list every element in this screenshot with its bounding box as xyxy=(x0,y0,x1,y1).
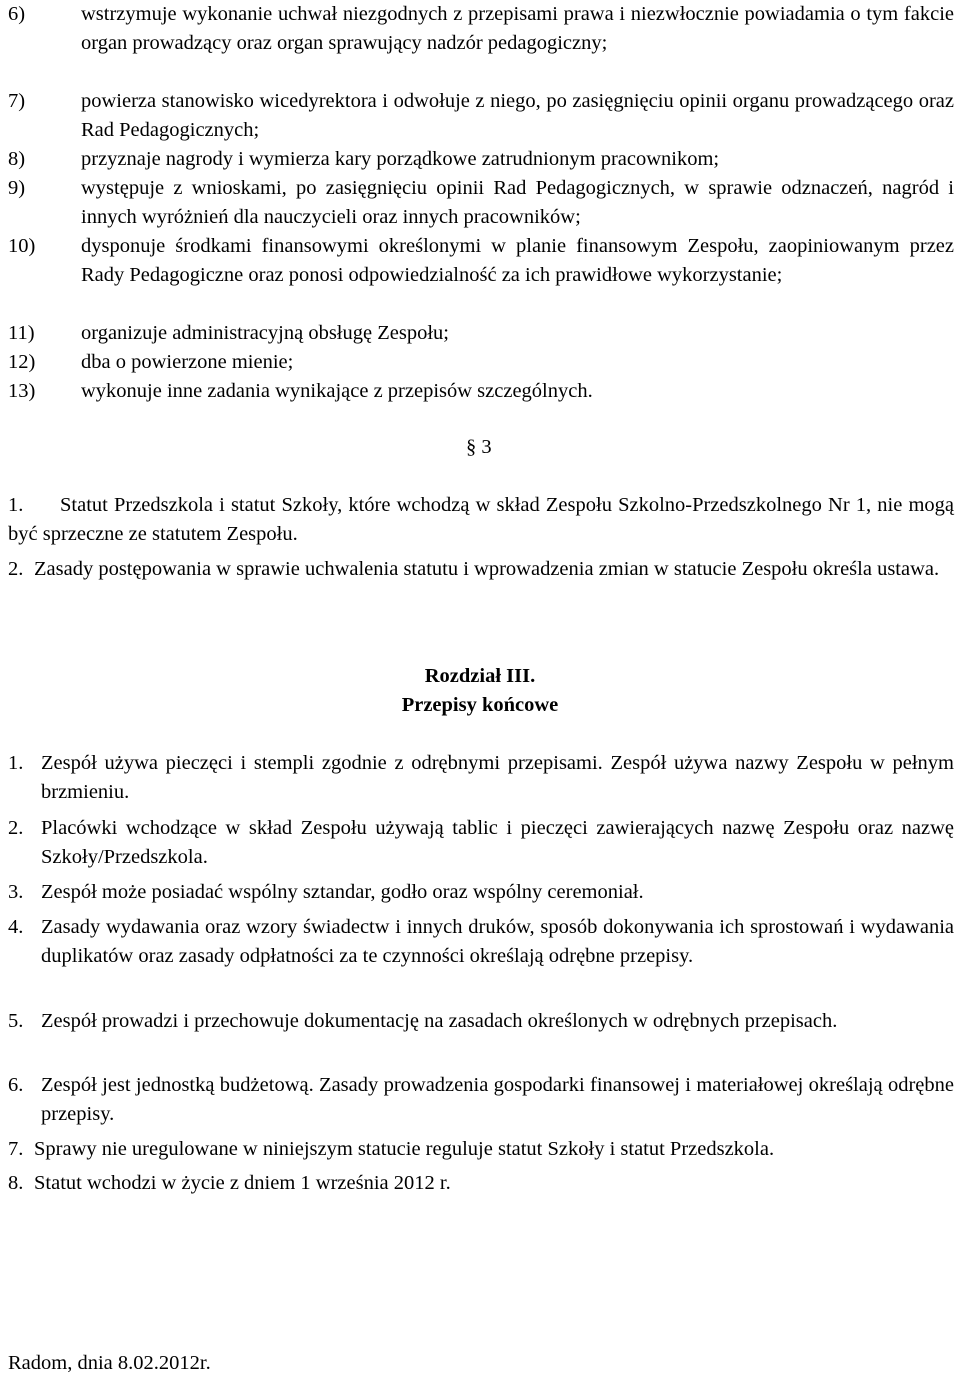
list-item xyxy=(8,0,954,58)
list-item-number: 11) xyxy=(8,322,35,344)
list-item-number: 9) xyxy=(8,177,26,199)
list-item-text: występuje z wnioskami, po zasięgnięciu opinii Rad Pedagogicznych, w sprawie odznaczeń, nagród i innych wyróżnień dla nauczycieli oraz innych pracowników; xyxy=(81,177,954,228)
provision-item xyxy=(8,913,954,971)
provision-item xyxy=(8,814,954,872)
paragraph-number: 1. xyxy=(8,494,24,516)
list-item xyxy=(8,377,954,406)
place-date: Radom, dnia 8.02.2012r. xyxy=(8,1352,211,1374)
provision-item xyxy=(8,1135,954,1164)
provision-text: Sprawy nie uregulowane w niniejszym statucie reguluje statut Szkoły i statut Przedszkola. xyxy=(34,1138,775,1160)
section-symbol: § xyxy=(466,436,482,458)
provision-text: Zespół prowadzi i przechowuje dokumentację na zasadach określonych w odrębnych przepisach. xyxy=(41,1010,838,1032)
provision-text: Zespół używa pieczęci i stempli zgodnie z odrębnymi przepisami. Zespół używa nazwy Zespołu w pełnym brzmieniu. xyxy=(41,752,954,803)
paragraph-text: Zasady postępowania w sprawie uchwalenia statutu i wprowadzenia zmian w statucie Zespołu określa ustawa. xyxy=(34,558,940,580)
list-item-text: powierza stanowisko wicedyrektora i odwołuje z niego, po zasięgnięciu opinii organu prowadzącego oraz Rad Pedagogicznych; xyxy=(81,90,954,141)
section-heading xyxy=(466,433,492,462)
list-item xyxy=(8,174,954,232)
list-item-text: wykonuje inne zadania wynikające z przepisów szczególnych. xyxy=(81,380,593,402)
provision-number: 5. xyxy=(8,1010,24,1032)
paragraph-item xyxy=(8,491,954,549)
list-item-text: organizuje administracyjną obsługę Zespołu; xyxy=(81,322,449,344)
list-item-number: 8) xyxy=(8,148,26,170)
list-item-text: przyznaje nagrody i wymierza kary porządkowe zatrudnionym pracownikom; xyxy=(81,148,720,170)
provision-text: Zespół może posiadać wspólny sztandar, godło oraz wspólny ceremoniał. xyxy=(41,881,644,903)
provision-text: Zespół jest jednostką budżetową. Zasady prowadzenia gospodarki finansowej i materiałowej określają odrębne przepisy. xyxy=(41,1074,954,1125)
list-item-text: wstrzymuje wykonanie uchwał niezgodnych z przepisami prawa i niezwłocznie powiadamia o tym fakcie organ prowadzący oraz organ sprawujący nadzór pedagogiczny; xyxy=(81,3,954,54)
list-item xyxy=(8,145,954,174)
provision-text: Placówki wchodzące w skład Zespołu używają tablic i pieczęci zawierających nazwę Zespołu oraz nazwę Szkoły/Przedszkola. xyxy=(41,817,954,868)
provision-number: 8. xyxy=(8,1172,24,1194)
list-item-text: dysponuje środkami finansowymi określonymi w planie finansowym Zespołu, zaopiniowanym przez Rady Pedagogiczne oraz ponosi odpowiedzialność za ich prawidłowe wykorzystanie; xyxy=(81,235,954,286)
list-item-number: 7) xyxy=(8,90,26,112)
paragraph-number: 2. xyxy=(8,558,24,580)
list-item-number: 6) xyxy=(8,3,26,25)
chapter-title: Rozdział III. xyxy=(424,665,536,687)
provision-number: 3. xyxy=(8,881,24,903)
list-item xyxy=(8,319,954,348)
paragraph-text: Statut Przedszkola i statut Szkoły, które wchodzą w skład Zespołu Szkolno-Przedszkolnego Nr 1, nie mogą być sprzeczne ze statutem Zespołu. xyxy=(8,494,954,545)
list-item-text: dba o powierzone mienie; xyxy=(81,351,294,373)
provision-item xyxy=(8,749,954,807)
list-item xyxy=(8,348,954,377)
provision-number: 7. xyxy=(8,1138,24,1160)
list-item-number: 13) xyxy=(8,380,36,402)
list-item xyxy=(8,232,954,290)
provision-item xyxy=(8,878,954,907)
list-item xyxy=(8,87,954,145)
provision-item xyxy=(8,1071,954,1129)
paragraph-item xyxy=(8,555,954,584)
provision-item xyxy=(8,1007,954,1036)
provision-number: 2. xyxy=(8,817,24,839)
provision-number: 1. xyxy=(8,752,24,774)
chapter-subtitle: Przepisy końcowe xyxy=(401,694,559,716)
provision-number: 4. xyxy=(8,916,24,938)
provision-item xyxy=(8,1169,954,1198)
list-item-number: 12) xyxy=(8,351,36,373)
provision-text: Statut wchodzi w życie z dniem 1 września 2012 r. xyxy=(34,1172,451,1194)
provision-text: Zasady wydawania oraz wzory świadectw i innych druków, sposób dokonywania ich sprostowań i wydawania duplikatów oraz zasady odpłatności za te czynności określają odrębne przepisy. xyxy=(41,916,954,967)
list-item-number: 10) xyxy=(8,235,36,257)
section-number: 3 xyxy=(481,436,492,458)
provision-number: 6. xyxy=(8,1074,24,1096)
